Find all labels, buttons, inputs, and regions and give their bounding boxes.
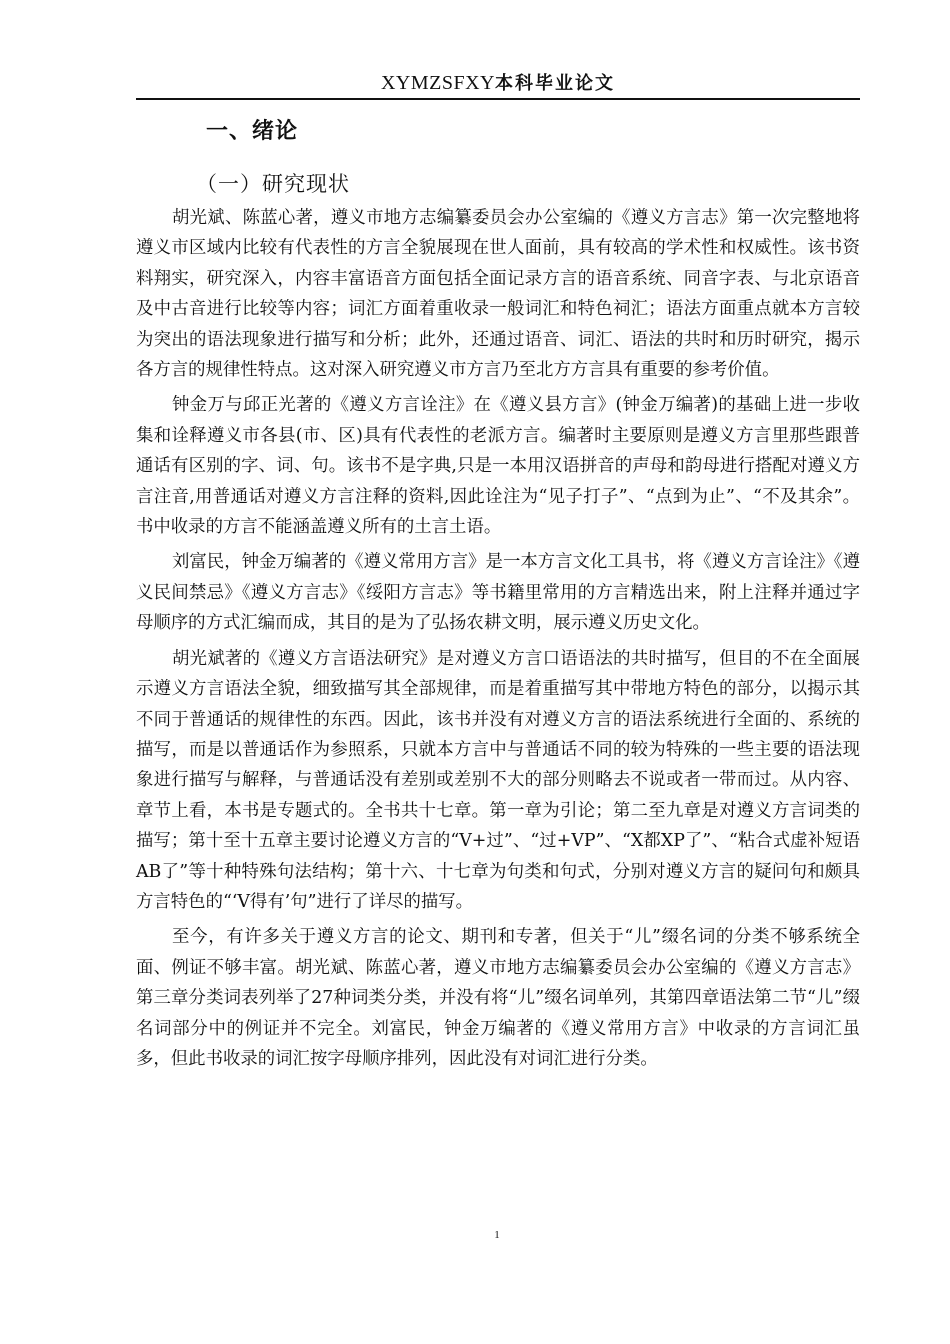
paragraph-5: 至今，有许多关于遵义方言的论文、期刊和专著，但关于“儿”缀名词的分类不够系统全面、例证不够丰富。胡光斌、陈蓝心著，遵义市地方志编纂委员会办公室编的《遵义方言志》第三章分类词表列举了27种词类分类，并没有将“儿”缀名词单列，其第四章语法第二节“儿”缀名词部分中的例证并不完全。刘富民，钟金万编著的《遵义常用方言》中收录的方言词汇虽多，但此书收录的词汇按字母顺序排列，因此没有对词汇进行分类。 [136,927,860,1069]
header-divider [136,98,860,100]
paragraph-2: 钟金万与邱正光著的《遵义方言诠注》在《遵义县方言》(钟金万编著)的基础上进一步收集和诠释遵义市各县(市、区)具有代表性的老派方言。编著时主要原则是遵义方言里那些跟普通话有区别的字、词、句。该书不是字典,只是一本用汉语拼音的声母和韵母进行搭配对遵义方言注音,用普通话对遵义方言注释的资料,因此诠注为“见子打子”、“点到为止”、“不及其余”。书中收录的方言不能涵盖遵义所有的土言土语。 [136,395,860,538]
header-title: 本科毕业论文 [495,73,616,94]
page-number: 1 [494,1229,500,1241]
section-heading: 一、绪论 [206,119,299,144]
body-text [136,203,860,1079]
paragraph-4: 胡光斌著的《遵义方言语法研究》是对遵义方言口语语法的共时描写，但目的不在全面展示遵义方言语法全貌，细致描写其全部规律，而是着重描写其中带地方特色的部分，以揭示其不同于普通话的规律性的东西。因此，该书并没有对遵义方言的语法系统进行全面的、系统的描写，而是以普通话作为参照系，只就本方言中与普通话不同的较为特殊的一些主要的语法现象进行描写与解释，与普通话没有差别或差别不大的部分则略去不说或者一带而过。从内容、章节上看，本书是专题式的。全书共十七章。第一章为引论；第二至九章是对遵义方言词类的描写；第十至十五章主要讨论遵义方言的“V+过”、“过+VP”、“X都XP了”、“粘合式虚补短语AB了”等十种特殊句法结构；第十六、十七章为句类和句式，分别对遵义方言的疑问句和颇具方言特色的“‘V得有’句”进行了详尽的描写。 [136,648,860,912]
paragraph-3: 刘富民，钟金万编著的《遵义常用方言》是一本方言文化工具书，将《遵义方言诠注》《遵义民间禁忌》《遵义方言志》《绥阳方言志》等书籍里常用的方言精选出来，附上注释并通过字母顺序的方式汇编而成，其目的是为了弘扬农耕文明，展示遵义历史文化。 [136,552,860,634]
subsection-heading: （一）研究现状 [196,172,350,196]
paragraph-1: 胡光斌、陈蓝心著，遵义市地方志编纂委员会办公室编的《遵义方言志》第一次完整地将遵义市区域内比较有代表性的方言全貌展现在世人面前，具有较高的学术性和权威性。该书资料翔实，研究深入，内容丰富语音方面包括全面记录方言的语音系统、同音字表、与北京语音及中古音进行比较等内容；词汇方面着重收录一般词汇和特色祠汇；语法方面重点就本方言较为突出的语法现象进行描写和分析；此外，还通过语音、词汇、语法的共时和历时研究，揭示各方言的规律性特点。这对深入研究遵义市方言乃至北方方言具有重要的参考价值。 [136,208,860,381]
page-header [136,68,860,98]
header-code: XYMZSFXY [380,72,496,94]
